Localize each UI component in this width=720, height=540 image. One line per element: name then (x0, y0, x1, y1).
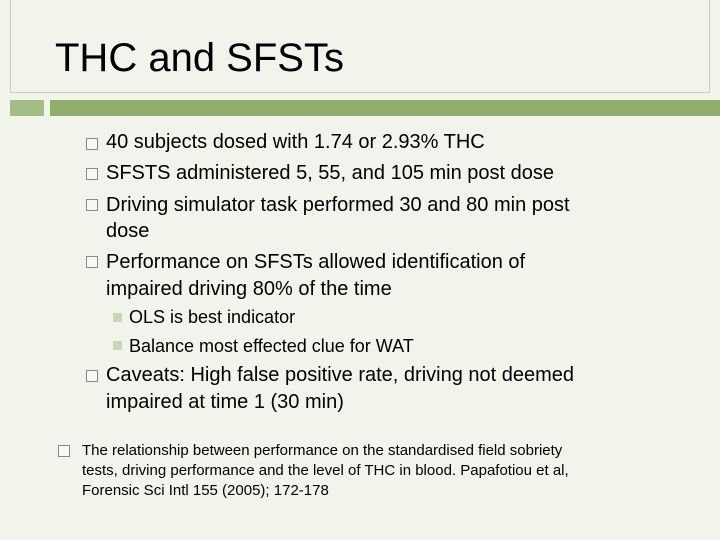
sub-bullet-square-icon (113, 341, 122, 350)
bullet-box-icon (58, 445, 70, 457)
reference-line-3: Forensic Sci Intl 155 (2005); 172-178 (82, 482, 329, 499)
bullet-box-icon (86, 138, 98, 150)
bullet-box-icon (86, 168, 98, 180)
accent-band-left (10, 100, 44, 116)
caveat-continuation: impaired at time 1 (30 min) (106, 391, 344, 413)
bullet-3-continuation: dose (106, 220, 150, 242)
bullet-box-icon (86, 370, 98, 382)
reference-line-1: The relationship between performance on the standardised field sobriety (82, 442, 563, 459)
bullet-box-icon (86, 256, 98, 268)
bullet-1: 40 subjects dosed with 1.74 or 2.93% THC (106, 131, 485, 153)
bullet-4-continuation: impaired driving 80% of the time (106, 278, 392, 300)
accent-band-right (50, 100, 720, 116)
caveat-bullet: Caveats: High false positive rate, driving not deemed (106, 364, 575, 386)
bullet-4: Performance on SFSTs allowed identification of (106, 251, 526, 273)
slide-title: THC and SFSTs (55, 36, 344, 80)
reference-line-2: tests, driving performance and the level of THC in blood. Papafotiou et al, (82, 462, 569, 479)
sub-bullet-square-icon (113, 313, 122, 322)
bullet-3: Driving simulator task performed 30 and 80 min post (106, 194, 570, 216)
bullet-2: SFSTS administered 5, 55, and 105 min post dose (106, 162, 555, 184)
sub-bullet-2: Balance most effected clue for WAT (129, 336, 414, 356)
sub-bullet-1: OLS is best indicator (129, 307, 296, 327)
bullet-box-icon (86, 199, 98, 211)
